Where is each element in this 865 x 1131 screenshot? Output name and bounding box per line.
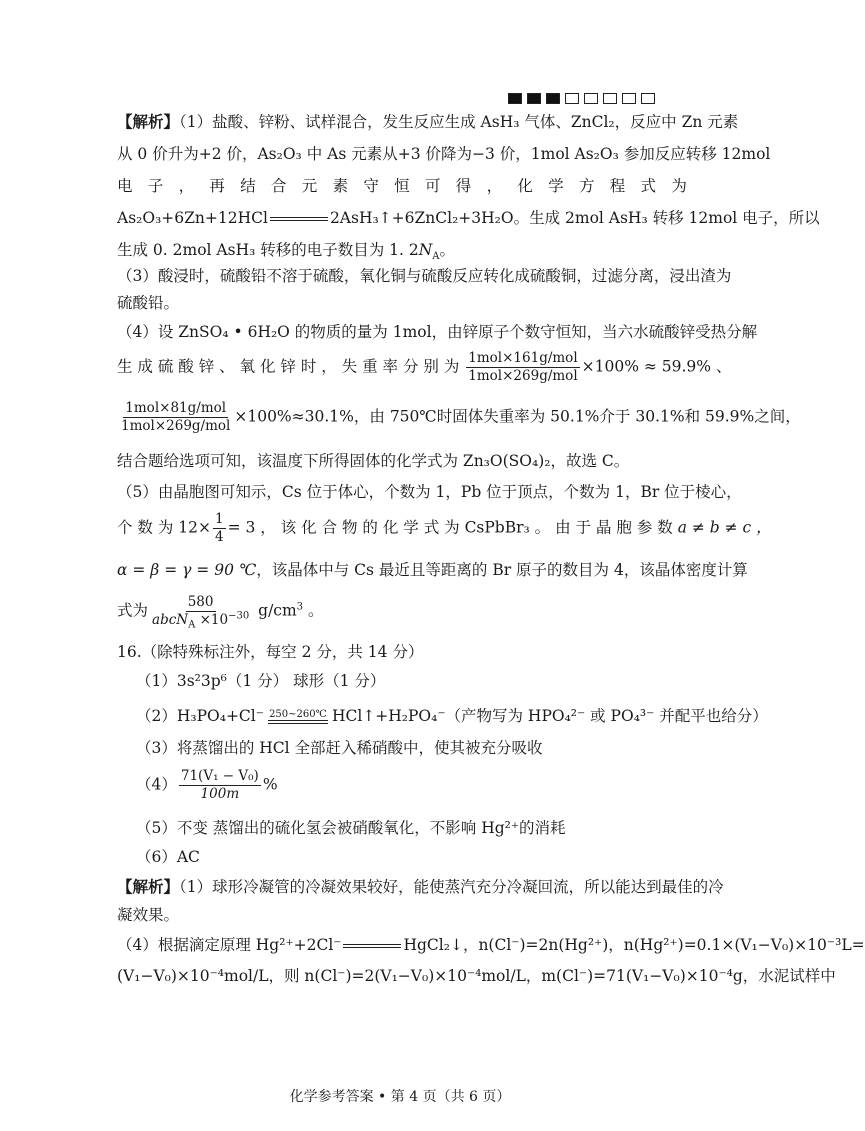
q16-answer-3: （3）将蒸馏出的 HCl 全部赶入稀硝酸中，使其被充分吸收 bbox=[136, 739, 543, 757]
spaced-char: 得 bbox=[455, 177, 472, 195]
q16-analysis-line-3: （4）根据滴定原理 Hg²⁺+2Cl⁻ HgCl₂↓，n(Cl⁻)=2n(Hg²⁺)，n(Hg²⁺)=0.1×(V₁−V₀)×10⁻³L= bbox=[117, 936, 865, 954]
q16-analysis-line-2: 凝效果。 bbox=[117, 906, 180, 924]
spaced-char: 元 bbox=[301, 177, 318, 195]
analysis-line-6: （3）酸浸时，硫酸铅不溶于硫酸，氧化铜与硫酸反应转化成硫酸铜，过滤分离，浸出渣为 bbox=[117, 267, 732, 285]
analysis-line-14: α = β = γ = 90 ℃，该晶体中与 Cs 最近且等距离的 Br 原子的数目为 4，该晶体密度计算 bbox=[117, 561, 748, 579]
analysis-line-4: As₂O₃+6Zn+12HCl 2AsH₃↑+6ZnCl₂+3H₂O。生成 2mol AsH₃ 转移 12mol 电子，所以 bbox=[117, 209, 820, 227]
progress-square bbox=[603, 93, 617, 104]
analysis-line-9: 生 成 硫 酸 锌 、 氧 化 锌 时 ， 失 重 率 分 别 为 $\frac{\text{1mol×161g/mol}}{\text{1mol×269g/mol}}$ ×100% ≈ 59.9% 、 bbox=[117, 350, 732, 384]
fraction-loss-rate-2: $\frac{\text{1mol×81g/mol}}{\text{1mol×269g/mol}}$ bbox=[121, 400, 231, 434]
spaced-char: 结 bbox=[240, 177, 256, 195]
analysis-line-12: （5）由晶胞图可知示，Cs 位于体心，个数为 1，Pb 位于顶点，个数为 1，Br 位于棱心， bbox=[117, 483, 742, 501]
spaced-char: 方 bbox=[578, 177, 595, 195]
analysis-line-8: （4）设 ZnSO₄ • 6H₂O 的物质的量为 1mol，由锌原子个数守恒知，当六水硫酸锌受热分解 bbox=[117, 323, 758, 341]
spaced-char: ， bbox=[486, 177, 503, 195]
equals-sign-double-line bbox=[270, 217, 328, 221]
spaced-char: 再 bbox=[209, 177, 225, 195]
progress-square bbox=[584, 93, 598, 104]
analysis-tag: 【解析】 bbox=[117, 112, 180, 131]
progress-square bbox=[546, 93, 560, 104]
spaced-char: 子 bbox=[147, 177, 164, 195]
spaced-char: 可 bbox=[424, 177, 441, 195]
spaced-char: 学 bbox=[548, 177, 564, 195]
spaced-char: 恒 bbox=[394, 177, 410, 195]
fraction-one-quarter: $\frac{1}{4}$ bbox=[215, 511, 224, 545]
analysis-line-7: 硫酸铅。 bbox=[117, 294, 180, 312]
equals-sign-double-line bbox=[343, 944, 401, 948]
spaced-char: 守 bbox=[363, 177, 379, 195]
analysis-line-5: 生成 0. 2mol AsH₃ 转移的电子数目为 1. $2N_A$。 bbox=[117, 241, 456, 263]
page-progress-squares bbox=[508, 93, 655, 104]
fraction-density: $\frac{580}{abcN_A \times 10^{-30}}$ bbox=[152, 594, 250, 631]
spaced-char: 式 bbox=[640, 177, 657, 195]
q16-answer-6: （6）AC bbox=[136, 848, 200, 866]
progress-square bbox=[641, 93, 655, 104]
spaced-char: 合 bbox=[270, 177, 287, 195]
spaced-char: ， bbox=[178, 177, 195, 195]
progress-square bbox=[622, 93, 636, 104]
analysis-line-15: 式为 $\frac{580}{abcN_A \times 10^{-30}}$ $g/cm^3$ 。 bbox=[117, 594, 324, 631]
spaced-char: 电 bbox=[117, 177, 133, 195]
spaced-char: 为 bbox=[671, 177, 687, 195]
spaced-char: 程 bbox=[609, 177, 626, 195]
q16-answer-5: （5）不变 蒸馏出的硫化氢会被硝酸氧化，不影响 Hg²⁺的消耗 bbox=[136, 819, 566, 837]
analysis-line-13: 个 数 为 12× $\frac{1}{4}$ = 3 ， 该 化 合 物 的 化 学 式 为 CsPbBr₃ 。 由 于 晶 胞 参 数 a ≠ b ≠ c ， bbox=[117, 511, 772, 545]
fraction-percentage: $\frac{\text{71(V₁ − V₀)}}{100m}$ bbox=[180, 768, 259, 802]
page-footer: 化学参考答案 • 第 4 页（共 6 页） bbox=[289, 1089, 511, 1105]
progress-square bbox=[527, 93, 541, 104]
q16-answer-4: （4） $\frac{\text{71(V₁ − V₀)}}{100m}$ % bbox=[136, 768, 278, 802]
q16-analysis-line-4: (V₁−V₀)×10⁻⁴mol/L，则 n(Cl⁻)=2(V₁−V₀)×10⁻⁴mol/L，m(Cl⁻)=71(V₁−V₀)×10⁻⁴g，水泥试样中 bbox=[117, 967, 836, 985]
question-16-heading: 16.（除特殊标注外，每空 2 分，共 14 分） bbox=[117, 643, 424, 661]
q16-answer-2: （2）H₃PO₄+Cl⁻ 250~260℃ HCl↑+H₂PO₄⁻（产物写为 HPO₄²⁻ 或 PO₄³⁻ 并配平也给分） bbox=[136, 707, 768, 725]
fraction-loss-rate-1: $\frac{\text{1mol×161g/mol}}{\text{1mol×269g/mol}}$ bbox=[468, 350, 578, 384]
analysis-line-2: 从 0 价升为+2 价，As₂O₃ 中 As 元素从+3 价降为−3 价，1mol As₂O₃ 参加反应转移 12mol bbox=[117, 145, 771, 163]
spaced-char: 素 bbox=[332, 177, 349, 195]
analysis-line-3 bbox=[117, 175, 687, 197]
analysis-line-11: 结合题给选项可知，该温度下所得固体的化学式为 Zn₃O(SO₄)₂，故选 C。 bbox=[117, 452, 630, 470]
analysis-line-10: $\frac{\text{1mol×81g/mol}}{\text{1mol×269g/mol}}$ ×100%≈30.1%，由 750℃时固体失重率为 50.1%介于 30.1%和 59.9%之间， bbox=[121, 400, 801, 434]
reaction-condition: 250~260℃ bbox=[266, 710, 330, 724]
progress-square bbox=[508, 93, 522, 104]
progress-square bbox=[565, 93, 579, 104]
q16-answer-1: （1）3s²3p⁶（1 分） 球形（1 分） bbox=[136, 672, 386, 690]
analysis-line-1: 【解析】（1）盐酸、锌粉、试样混合，发生反应生成 AsH₃ 气体、ZnCl₂，反应中 Zn 元素 bbox=[117, 112, 739, 131]
q16-analysis-line-1: 【解析】（1）球形冷凝管的冷凝效果较好，能使蒸汽充分冷凝回流，所以能达到最佳的冷 bbox=[117, 877, 724, 896]
spaced-char: 化 bbox=[517, 177, 533, 195]
